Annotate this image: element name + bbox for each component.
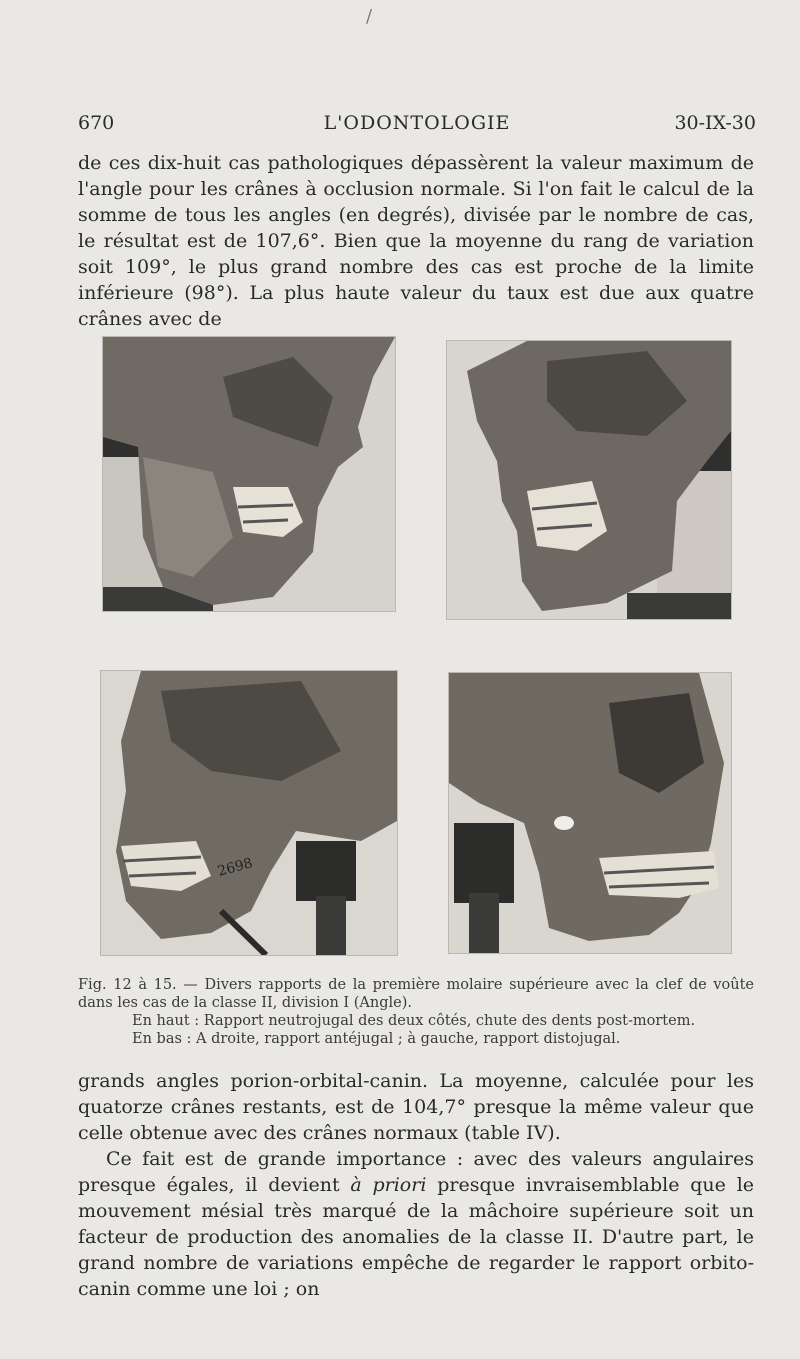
- photo-skull-bottom-left: [100, 670, 398, 956]
- paragraph-bottom-2-start: Ce fait est de grande importance : avec des valeurs angulaires presque égales, il devient: [78, 1148, 754, 1196]
- caption-line-bottom: En bas : A droite, rapport antéjugal ; à gauche, rapport distojugal.: [132, 1031, 621, 1047]
- paragraph-bottom-2: [78, 1146, 754, 1302]
- paragraph-top-text: de ces dix-huit cas pathologiques dépassèrent la valeur maximum de l'angle pour les crânes à occlusion normale. Si l'on fait le calcul de la somme de tous les angles (en degrés), divisée par le nombre de cas, le résultat est de 107,6°. Bien que la moyenne du rang de variation soit 109°, le plus grand nombre des cas est proche de la limite inférieure (98°). La plus haute valeur du taux est due aux quatre crânes avec de: [78, 152, 754, 330]
- running-title: L'ODONTOLOGIE: [323, 112, 511, 134]
- italic-a-priori: à priori: [350, 1174, 427, 1196]
- paragraph-bottom-1: [78, 1068, 754, 1146]
- photo-skull-bottom-right: [448, 672, 732, 954]
- running-header: [78, 112, 756, 140]
- paragraph-top: [78, 150, 754, 332]
- issue-date: 30-IX-30: [674, 112, 756, 134]
- caption-line-top: En haut : Rapport neutrojugal des deux côtés, chute des dents post-mortem.: [132, 1013, 696, 1029]
- pencil-mark-icon: /: [366, 6, 373, 27]
- specimen-label: 2698: [215, 855, 255, 880]
- paragraph-bottom-1-text: grands angles porion-orbital-canin. La moyenne, calculée pour les quatorze crânes restants, est de 104,7° presque la même valeur que celle obtenue avec des crânes normaux (table IV).: [78, 1070, 754, 1144]
- page-number: 670: [78, 112, 115, 134]
- paragraph-bottom-2-text: [78, 1146, 754, 1302]
- figure-caption: [78, 976, 754, 1048]
- caption-main: Fig. 12 à 15. — Divers rapports de la première molaire supérieure avec la clef de voûte dans les cas de la classe II, division I (Angle).: [78, 977, 754, 1011]
- photo-skull-top-right: [446, 340, 732, 620]
- photo-skull-top-left: [102, 336, 396, 612]
- paragraph-bottom-2-end: presque invraisemblable que le mouvement mésial très marqué de la mâchoire supérieure soit un facteur de production des anomalies de la classe II. D'autre part, le grand nombre de variations empêche de regarder le rapport orbito-canin comme une loi ; on: [78, 1174, 755, 1300]
